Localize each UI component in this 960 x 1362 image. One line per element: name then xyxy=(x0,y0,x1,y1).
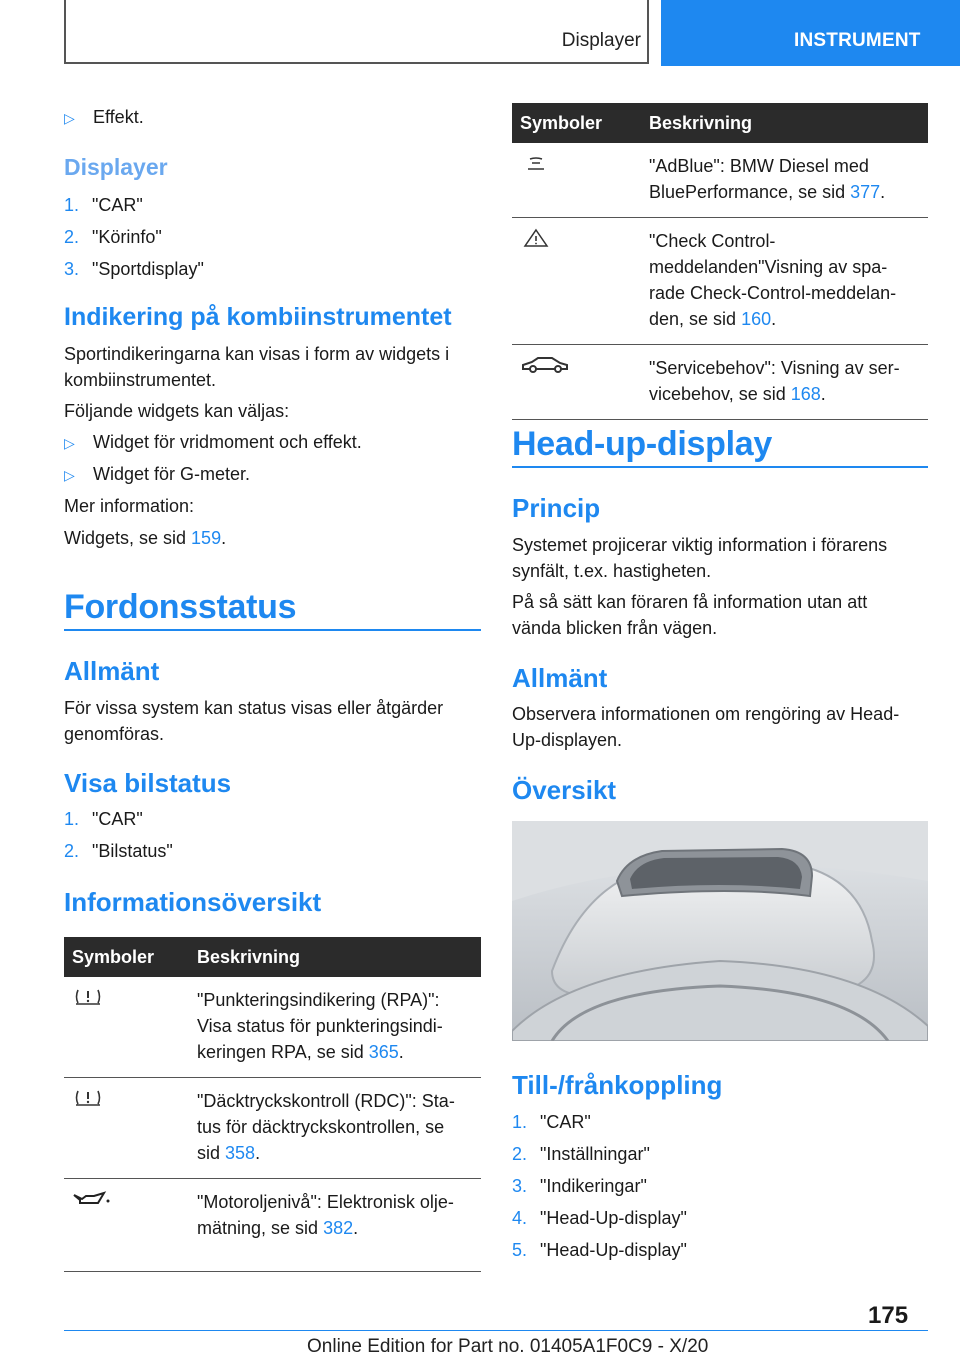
list-item: 3. "Sportdisplay" xyxy=(64,259,204,279)
footer-edition: Online Edition for Part no. 01405A1F0C9 - X/20 xyxy=(307,1336,709,1357)
footer-rule xyxy=(64,1330,928,1331)
paragraph: Följande widgets kan väljas: xyxy=(64,401,290,421)
symbol-table-left xyxy=(64,937,481,1272)
list-item: ▷ Widget för G-meter. xyxy=(64,461,250,488)
page-link[interactable]: 160 xyxy=(741,309,772,329)
heading-rule xyxy=(64,629,481,631)
allmant-heading: Allmänt xyxy=(64,656,160,686)
list-item: 2. "Bilstatus" xyxy=(64,841,173,861)
table-row: "Däcktryckskontroll (RDC)": Sta- tus för däcktryckskontrollen, se sid 358. xyxy=(64,1078,481,1179)
tpms-warning-icon xyxy=(72,1088,104,1108)
list-item: 1. "CAR" xyxy=(64,195,143,215)
oil-can-icon xyxy=(72,1189,112,1209)
heading-rule xyxy=(512,466,928,468)
symbol-table-right xyxy=(512,103,928,420)
displayer-heading: Displayer xyxy=(64,154,168,180)
column-header: Symboler xyxy=(512,103,641,143)
triangle-bullet-icon: ▷ xyxy=(64,110,75,126)
list-item: ▷ Widget för vridmoment och effekt. xyxy=(64,429,362,456)
list-item: 1. "CAR" xyxy=(512,1112,591,1132)
list-item: 3. "Indikeringar" xyxy=(512,1176,647,1196)
paragraph: Sportindikeringarna kan visas i form av widgets i kombiinstrumentet. xyxy=(64,344,450,390)
page-link[interactable]: 377 xyxy=(850,182,881,202)
chapter-tab xyxy=(661,0,960,66)
paragraph: Systemet projicerar viktig information i förarens synfält, t.ex. hastigheten. xyxy=(512,535,888,581)
column-header: Beskrivning xyxy=(189,937,481,977)
table-header-row xyxy=(64,937,481,977)
page-link[interactable]: 168 xyxy=(790,384,821,404)
page-link[interactable]: 365 xyxy=(368,1042,399,1062)
allmant-heading: Allmänt xyxy=(512,663,608,693)
indikering-heading: Indikering på kombiinstrumentet xyxy=(64,303,452,331)
page-link[interactable]: 358 xyxy=(225,1143,256,1163)
triangle-bullet-icon: ▷ xyxy=(64,467,75,483)
section-title: Displayer xyxy=(561,30,641,51)
column-header: Symboler xyxy=(64,937,189,977)
paragraph: På så sätt kan föraren få information utan att vända blicken från vägen. xyxy=(512,592,868,638)
head-up-display-heading: Head-up-display xyxy=(512,425,772,463)
list-item: 2. "Inställningar" xyxy=(512,1144,650,1164)
princip-heading: Princip xyxy=(512,493,601,523)
table-row: "AdBlue": BMW Diesel med BluePerformance, se sid 377. xyxy=(512,143,928,218)
list-item: 5. "Head-Up-display" xyxy=(512,1240,687,1260)
warning-triangle-icon xyxy=(520,228,552,248)
header-section-box xyxy=(64,0,649,64)
list-item: ▷ Effekt. xyxy=(64,104,144,131)
list-item: 2. "Körinfo" xyxy=(64,227,162,247)
table-header-row xyxy=(512,103,928,143)
oversikt-heading: Översikt xyxy=(512,775,617,805)
page-link[interactable]: 382 xyxy=(323,1218,354,1238)
page-link[interactable]: 159 xyxy=(191,528,222,548)
paragraph: Observera informationen om rengöring av Head- Up-displayen. xyxy=(512,704,900,750)
till-franskoppling-heading: Till-/frånkoppling xyxy=(512,1070,723,1100)
visa-heading: Visa bilstatus xyxy=(64,768,232,798)
list-item: 4. "Head-Up-display" xyxy=(512,1208,687,1228)
column-header: Beskrivning xyxy=(641,103,928,143)
chapter-title: INSTRUMENT xyxy=(794,30,921,51)
table-row: "Check Control- meddelanden"Visning av spa- rade Check-Control-meddelan- den, se sid 160. xyxy=(512,218,928,345)
head-up-display-photo xyxy=(512,821,928,1041)
page-number: 175 xyxy=(868,1302,909,1329)
fordonsstatus-heading: Fordonsstatus xyxy=(64,588,297,626)
widgets-ref: Widgets, se sid 159. xyxy=(64,528,227,548)
list-item: 1. "CAR" xyxy=(64,809,143,829)
triangle-bullet-icon: ▷ xyxy=(64,435,75,451)
tpms-warning-icon xyxy=(72,987,104,1007)
car-service-icon xyxy=(520,355,570,375)
table-row: "Motoroljenivå": Elektronisk olje- mätning, se sid 382. xyxy=(64,1179,481,1272)
paragraph: Mer information: xyxy=(64,496,195,516)
table-row: "Servicebehov": Visning av ser- vicebehov, se sid 168. xyxy=(512,345,928,420)
informationsoversikt-heading: Informationsöversikt xyxy=(64,887,322,917)
paragraph: För vissa system kan status visas eller åtgärder genomföras. xyxy=(64,698,444,744)
adblue-icon xyxy=(520,153,552,173)
table-row: "Punkteringsindikering (RPA)": Visa status för punkteringsindi- keringen RPA, se sid 365. xyxy=(64,977,481,1078)
